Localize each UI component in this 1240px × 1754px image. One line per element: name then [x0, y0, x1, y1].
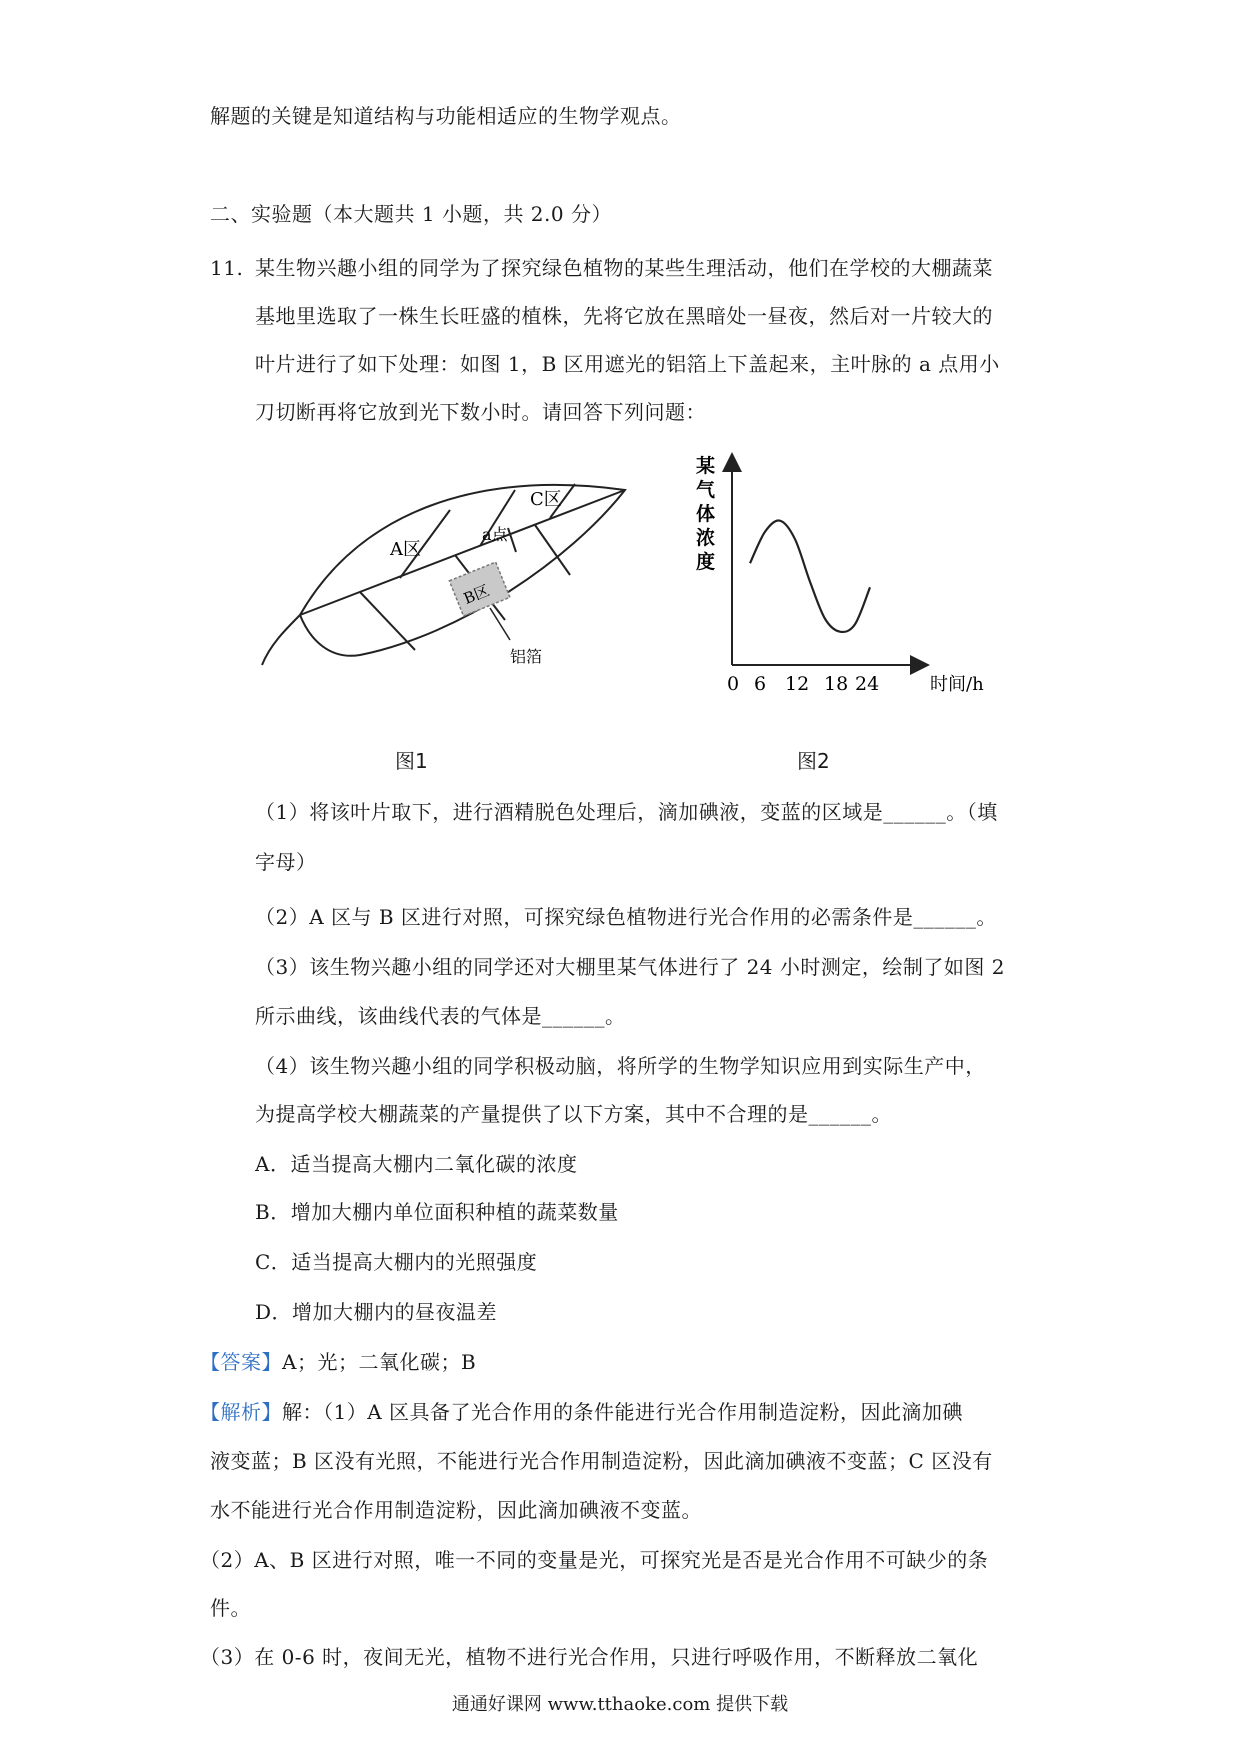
option-b: B．增加大棚内单位面积种植的蔬菜数量: [255, 1200, 619, 1224]
answer-line: [200, 1350, 476, 1374]
gas-concentration-curve: [750, 521, 870, 632]
subq-3-line-2: 所示曲线，该曲线代表的气体是______。: [255, 1004, 626, 1028]
question-number: 11.: [210, 256, 244, 280]
analysis-tag: 【解析】: [200, 1400, 282, 1424]
y-axis-label-char: 某: [696, 455, 716, 477]
y-axis-label-char: 体: [696, 503, 716, 525]
leaf-stem: [262, 615, 300, 665]
option-d: D．增加大棚内的昼夜温差: [255, 1300, 498, 1324]
option-c: C．适当提高大棚内的光照强度: [255, 1250, 538, 1274]
x-tick-label: 6: [754, 673, 767, 695]
x-tick-label: 0: [727, 673, 740, 695]
y-axis-label-char: 度: [696, 551, 716, 573]
label-point-a: a点: [482, 525, 508, 544]
subq-3-line-1: （3）该生物兴趣小组的同学还对大棚里某气体进行了 24 小时测定，绘制了如图 2: [255, 955, 1005, 979]
x-axis-label: 时间/h: [930, 674, 984, 695]
subq-4-line-1: （4）该生物兴趣小组的同学积极动脑，将所学的生物学知识应用到实际生产中，: [255, 1054, 986, 1078]
label-zone-b: B区: [461, 581, 492, 608]
question-stem-line-4: 刀切断再将它放到光下数小时。请回答下列问题：: [255, 400, 706, 424]
figure1-leaf-diagram: [250, 440, 640, 710]
label-zone-a: A区: [390, 539, 421, 560]
analysis-line-5: 件。: [210, 1596, 251, 1620]
x-tick-label: 18: [824, 673, 849, 695]
footer-source: 通通好课网 www.tthaoke.com 提供下载: [451, 1694, 789, 1715]
analysis-line-1: [200, 1400, 963, 1424]
figure2-gas-concentration-chart: [680, 440, 1000, 710]
section-heading: 二、实验题（本大题共 1 小题，共 2.0 分）: [210, 202, 612, 226]
x-tick-label: 24: [855, 673, 880, 695]
subq-1-line-2: 字母）: [255, 850, 317, 874]
intro-line: 解题的关键是知道结构与功能相适应的生物学观点。: [210, 104, 682, 128]
y-axis-label-char: 浓: [696, 527, 716, 549]
leaf-outline: [300, 485, 625, 656]
answer-tag: 【答案】: [200, 1350, 282, 1374]
figure1-caption: 图1: [395, 749, 428, 773]
analysis-first-line: 解：（1）A 区具备了光合作用的条件能进行光合作用制造淀粉，因此滴加碘: [282, 1400, 964, 1424]
question-stem-line-2: 基地里选取了一株生长旺盛的植株，先将它放在黑暗处一昼夜，然后对一片较大的: [255, 304, 993, 328]
question-stem-line-1: 某生物兴趣小组的同学为了探究绿色植物的某些生理活动，他们在学校的大棚蔬菜: [255, 256, 993, 280]
analysis-line-3: 水不能进行光合作用制造淀粉，因此滴加碘液不变蓝。: [210, 1498, 702, 1522]
label-zone-c: C区: [530, 489, 562, 510]
y-axis-label-char: 气: [696, 479, 716, 501]
analysis-line-2: 液变蓝；B 区没有光照，不能进行光合作用制造淀粉，因此滴加碘液不变蓝；C 区没有: [210, 1449, 993, 1473]
label-foil: 铝箔: [510, 647, 543, 666]
option-a: A．适当提高大棚内二氧化碳的浓度: [255, 1152, 578, 1176]
subq-1-line-1: （1）将该叶片取下，进行酒精脱色处理后，滴加碘液，变蓝的区域是______。（填: [255, 800, 998, 824]
analysis-line-6: （3）在 0-6 时，夜间无光，植物不进行光合作用，只进行呼吸作用，不断释放二氧化: [200, 1645, 979, 1669]
question-stem-line-3: 叶片进行了如下处理：如图 1，B 区用遮光的铝箔上下盖起来，主叶脉的 a 点用小: [255, 352, 1000, 376]
figure2-caption: 图2: [797, 749, 830, 773]
answer-text: A；光；二氧化碳；B: [282, 1350, 477, 1374]
subq-2-line-1: （2）A 区与 B 区进行对照，可探究绿色植物进行光合作用的必需条件是______。: [255, 905, 997, 929]
x-tick-label: 12: [785, 673, 810, 695]
analysis-line-4: （2）A、B 区进行对照，唯一不同的变量是光，可探究光是否是光合作用不可缺少的条: [200, 1548, 989, 1572]
subq-4-line-2: 为提高学校大棚蔬菜的产量提供了以下方案，其中不合理的是______。: [255, 1102, 892, 1126]
